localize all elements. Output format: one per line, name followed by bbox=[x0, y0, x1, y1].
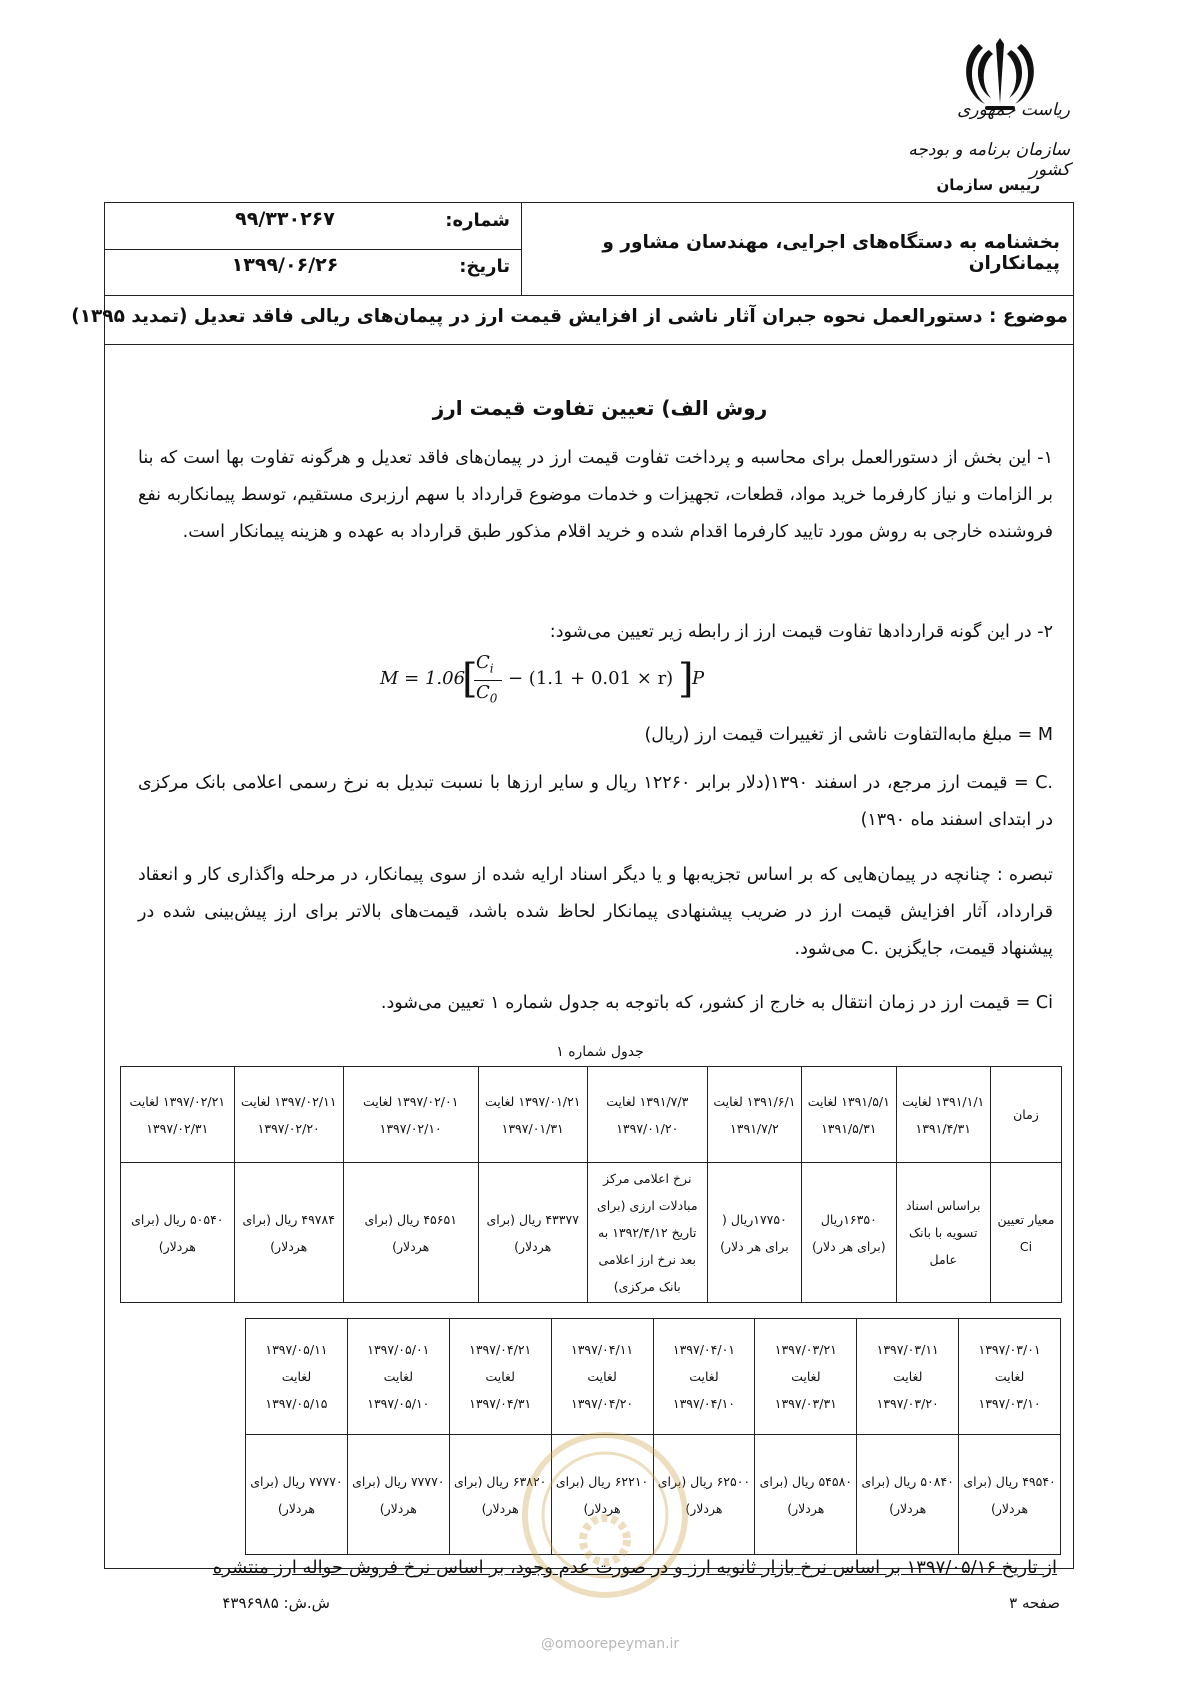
table-cell: ۷۷۷۷۰ ریال (برای هردلار) bbox=[347, 1435, 449, 1555]
table-cell: ۷۷۷۷۰ ریال (برای هردلار) bbox=[246, 1435, 348, 1555]
formula-lhs: M = 1.06 bbox=[380, 668, 466, 689]
table-cell: ۱۳۹۷/۰۴/۰۱ لغایت ۱۳۹۷/۰۴/۱۰ bbox=[653, 1319, 755, 1435]
table-cell: ۱۷۷۵۰ریال ( برای هر دلار) bbox=[707, 1163, 801, 1303]
table-cell: ۴۳۳۷۷ ریال (برای هردلار) bbox=[478, 1163, 587, 1303]
table-cell: ۱۳۹۱/۷/۳ لغایت ۱۳۹۷/۰۱/۲۰ bbox=[587, 1067, 707, 1163]
formula bbox=[380, 652, 800, 708]
table-cell: ۱۳۹۱/۵/۱ لغایت ۱۳۹۱/۵/۳۱ bbox=[802, 1067, 896, 1163]
table-cell: ۱۳۹۷/۰۱/۲۱ لغایت ۱۳۹۷/۰۱/۳۱ bbox=[478, 1067, 587, 1163]
table-header-criteria: معیار تعیین Ci bbox=[990, 1163, 1061, 1303]
date-value: ۱۳۹۹/۰۶/۲۶ bbox=[231, 254, 339, 276]
table-cell: ۱۳۹۷/۰۲/۲۱ لغایت ۱۳۹۷/۰۲/۳۱ bbox=[121, 1067, 235, 1163]
formula-denominator: $C_0$ bbox=[476, 682, 498, 706]
table-cell: ۱۳۹۷/۰۳/۱۱ لغایت ۱۳۹۷/۰۳/۲۰ bbox=[857, 1319, 959, 1435]
table-cell: ۵۴۵۸۰ ریال (برای هردلار) bbox=[755, 1435, 857, 1555]
table-cell: ۱۳۹۷/۰۳/۲۱ لغایت ۱۳۹۷/۰۳/۳۱ bbox=[755, 1319, 857, 1435]
paragraph-m-definition: M = مبلغ مابه‌التفاوت ناشی از تغییرات قیمت ارز (ریال) bbox=[644, 725, 1053, 745]
table-cell: ۴۹۵۴۰ ریال (برای هردلار) bbox=[959, 1435, 1061, 1555]
table-cell: ۶۲۵۰۰ ریال (برای هردلار) bbox=[653, 1435, 755, 1555]
table-cell: ۱۳۹۱/۱/۱ لغایت ۱۳۹۱/۴/۳۱ bbox=[896, 1067, 990, 1163]
divider bbox=[104, 295, 1074, 296]
paragraph-note: تبصره : چنانچه در پیمان‌هایی که بر اساس تجزیه‌بها و یا دیگر اسناد ارایه شده از سوی پیمانکار، در مرحله واگذاری کار و انعقاد قرارداد، آثار افزایش قیمت ارز در ضریب پیشنهادی پیمانکار لحاظ شده باشد، قیمت‌های بالاتر برای ارز پیش‌بینی شده در پیشنهاد قیمت، جایگزین .C می‌شود. bbox=[138, 865, 1053, 959]
table-cell: ۱۶۳۵۰ریال (برای هر دلار) bbox=[802, 1163, 896, 1303]
table-cell: براساس اسناد تسویه با بانک عامل bbox=[896, 1163, 990, 1303]
formula-numerator: $C_i$ bbox=[476, 652, 494, 676]
table-cell: ۵۰۸۴۰ ریال (برای هردلار) bbox=[857, 1435, 959, 1555]
registration-number: ش.ش: ۴۳۹۶۹۸۵ bbox=[222, 1594, 330, 1612]
table-caption: جدول شماره ۱ bbox=[556, 1044, 644, 1060]
paragraph-ci-definition: Ci = قیمت ارز در زمان انتقال به خارج از کشور، که باتوجه به جدول شماره ۱ تعیین می‌شود. bbox=[380, 993, 1053, 1013]
table-cell: ۱۳۹۷/۰۵/۰۱ لغایت ۱۳۹۷/۰۵/۱۰ bbox=[347, 1319, 449, 1435]
number-label: شماره: bbox=[445, 210, 510, 231]
table-cell: ۴۹۷۸۴ ریال (برای هردلار) bbox=[234, 1163, 343, 1303]
table-cell: ۱۳۹۱/۶/۱ لغایت ۱۳۹۱/۷/۲ bbox=[707, 1067, 801, 1163]
table-cell: ۱۳۹۷/۰۴/۲۱ لغایت ۱۳۹۷/۰۴/۳۱ bbox=[449, 1319, 551, 1435]
formula-bracket-open: [ bbox=[462, 656, 478, 702]
table-row bbox=[121, 1067, 1062, 1163]
divider bbox=[104, 344, 1074, 345]
page-number: صفحه ۳ bbox=[1009, 1594, 1060, 1612]
paragraph-last-line: از تاریخ ۱۳۹۷/۰۵/۱۶ بر اساس نرخ بازار ثانویه ارز و در صورت عدم وجود، بر اساس نرخ فروش حواله ارز منتشره bbox=[212, 1557, 1057, 1578]
formula-rhs: P bbox=[692, 668, 705, 689]
paragraph-1: ۱- این بخش از دستورالعمل برای محاسبه و پرداخت تفاوت قیمت ارز در پیمان‌های فاقد تعدیل و هرگونه تفاوت بها است که بنا بر الزامات و نیاز کارفرما خرید مواد، قطعات، تجهیزات و خدمات موضوع قرارداد با سهم ارزبری مستقیم، توسط پیمانکاربه نفع فروشنده خارجی به روش مورد تایید کارفرما اقدام شده و خرید اقلام مذکور طبق قرارداد به عهده و هزینه پیمانکار است. bbox=[138, 448, 1053, 542]
table-cell: ۶۳۸۲۰ ریال (برای هردلار) bbox=[449, 1435, 551, 1555]
section-title: روش الف) تعیین تفاوت قیمت ارز bbox=[432, 396, 768, 420]
table-row bbox=[246, 1319, 1061, 1435]
formula-bracket-close: ] bbox=[678, 656, 694, 702]
table-row bbox=[121, 1163, 1062, 1303]
watermark-text: @omoorepeyman.ir bbox=[540, 1636, 680, 1652]
table-cell: ۱۳۹۷/۰۵/۱۱ لغایت ۱۳۹۷/۰۵/۱۵ bbox=[246, 1319, 348, 1435]
divider bbox=[104, 249, 522, 250]
table-cell: ۱۳۹۷/۰۳/۰۱ لغایت ۱۳۹۷/۰۳/۱۰ bbox=[959, 1319, 1061, 1435]
table-cell: ۱۳۹۷/۰۲/۰۱ لغایت ۱۳۹۷/۰۲/۱۰ bbox=[343, 1067, 478, 1163]
table-cell: ۱۳۹۷/۰۴/۱۱ لغایت ۱۳۹۷/۰۴/۲۰ bbox=[551, 1319, 653, 1435]
date-label: تاریخ: bbox=[459, 256, 510, 277]
table-cell: ۵۰۵۴۰ ریال (برای هردلار) bbox=[121, 1163, 235, 1303]
table-cell: ۶۲۲۱۰ ریال (برای هردلار) bbox=[551, 1435, 653, 1555]
table-cell: ۴۵۶۵۱ ریال (برای هردلار) bbox=[343, 1163, 478, 1303]
table-cell: نرخ اعلامی مرکز مبادلات ارزی (برای تاریخ ۱۳۹۲/۴/۱۲ به بعد نرخ ارز اعلامی بانک مرکزی) bbox=[587, 1163, 707, 1303]
table-header-time: زمان bbox=[990, 1067, 1061, 1163]
rate-table-1 bbox=[120, 1066, 1062, 1303]
paragraph-c0-definition: .C = قیمت ارز مرجع، در اسفند ۱۳۹۰(دلار برابر ۱۲۲۶۰ ریال و سایر ارزها با نسبت تبدیل به نرخ رسمی اعلامی بانک مرکزی در ابتدای اسفند ماه ۱۳۹۰) bbox=[138, 773, 1053, 830]
subject-line: موضوع : دستورالعمل نحوه جبران آثار ناشی از افزایش قیمت ارز در پیمان‌های ریالی فاقد تعدیل (تمدید ۱۳۹۵) bbox=[71, 306, 1068, 327]
table-cell: ۱۳۹۷/۰۲/۱۱ لغایت ۱۳۹۷/۰۲/۲۰ bbox=[234, 1067, 343, 1163]
paragraph-2: ۲- در این گونه قراردادها تفاوت قیمت ارز از رابطه زیر تعیین می‌شود: bbox=[549, 622, 1053, 642]
recipients-line: بخشنامه به دستگاه‌های اجرایی، مهندسان مشاور و پیمانکاران bbox=[602, 232, 1060, 274]
formula-middle: − (1.1 + 0.01 × r) bbox=[508, 668, 674, 689]
number-value: ۹۹/۳۳۰۲۶۷ bbox=[235, 208, 335, 230]
org-line-presidency: ریاست جمهوری bbox=[957, 100, 1070, 120]
org-line-organization: سازمان برنامه و بودجه کشور bbox=[908, 140, 1070, 180]
formula-fraction-bar bbox=[474, 680, 502, 681]
org-line-head: رییس سازمان bbox=[936, 176, 1040, 194]
